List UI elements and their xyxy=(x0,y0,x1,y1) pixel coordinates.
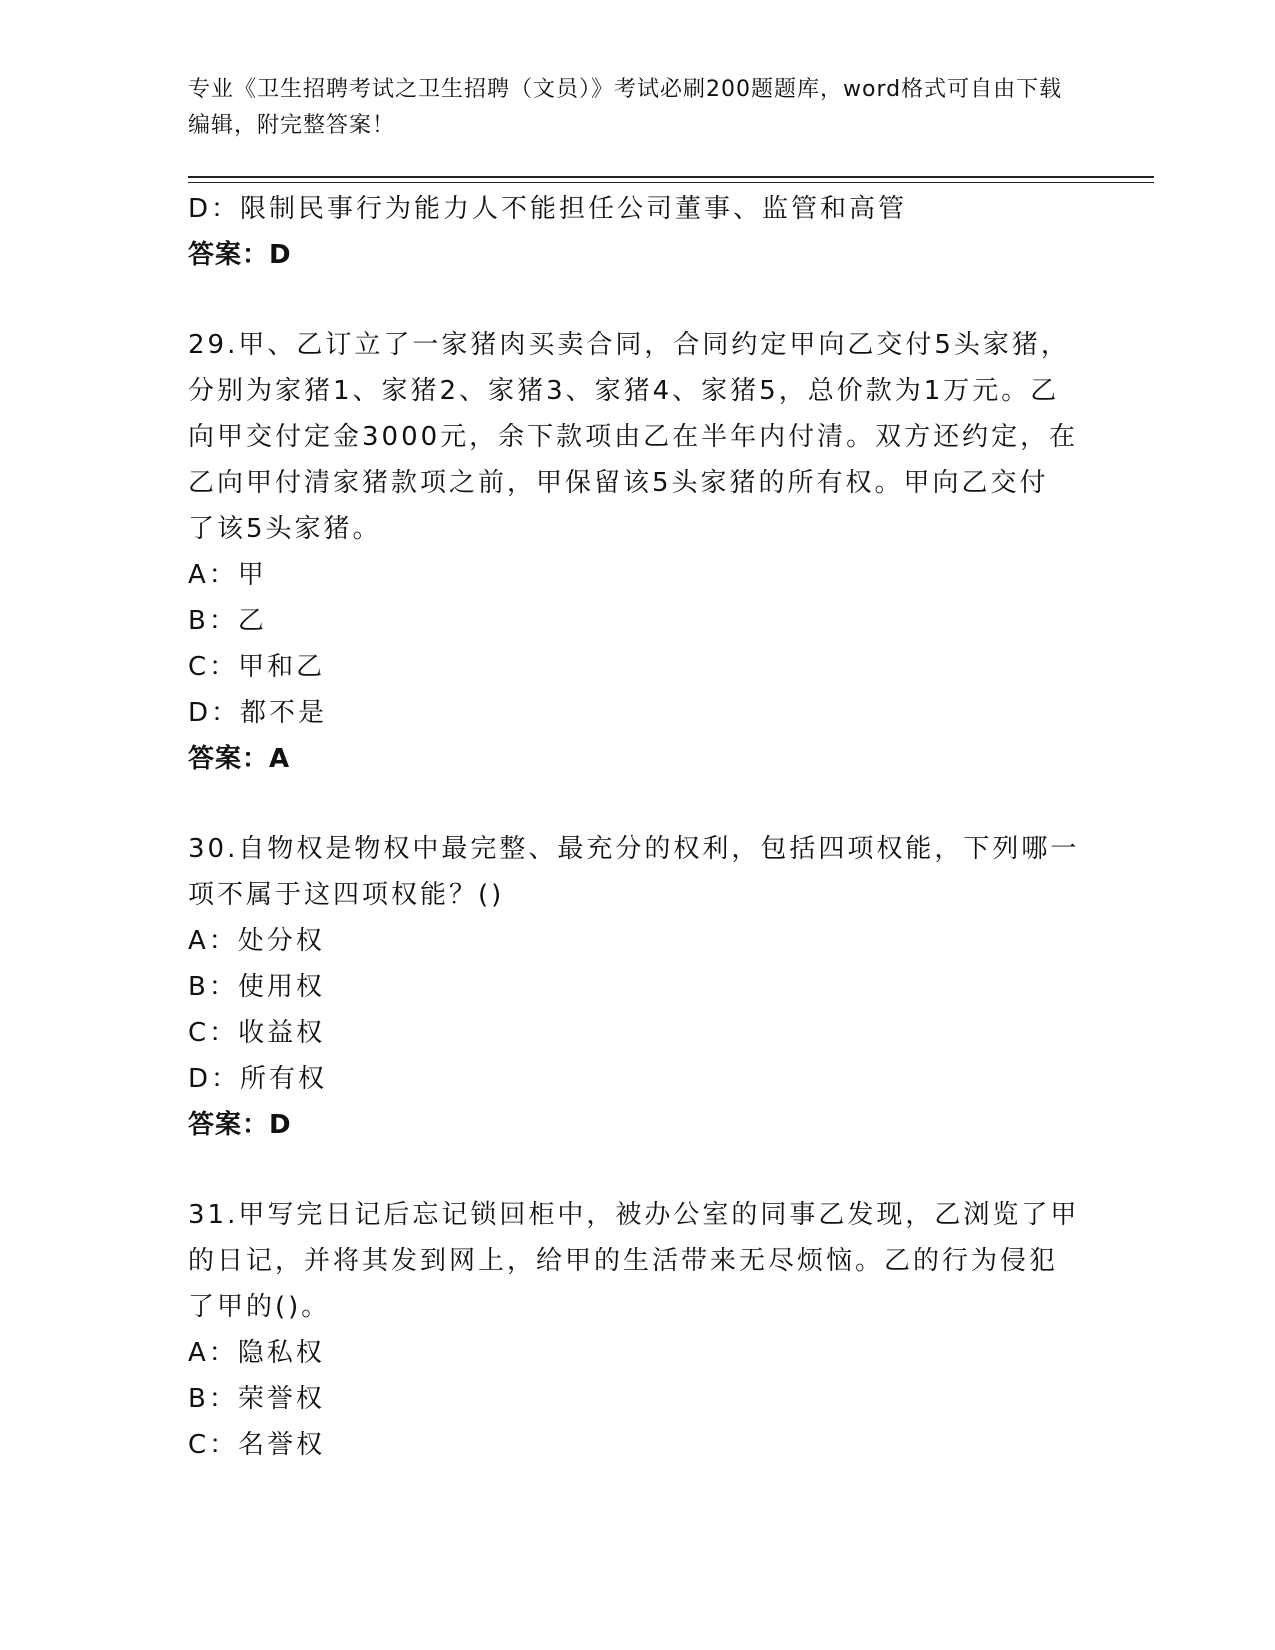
question-31-line-2: 的日记，并将其发到网上，给甲的生活带来无尽烦恼。乙的行为侵犯 xyxy=(188,1246,1059,1276)
question-29-line-5: 了该5头家猪。 xyxy=(188,514,382,544)
header-divider-thick xyxy=(188,176,1154,178)
question-30-option-c: C：收益权 xyxy=(188,1018,326,1048)
header-divider-thin xyxy=(188,182,1154,183)
question-31 xyxy=(188,1192,1088,1468)
question-29-option-c: C：甲和乙 xyxy=(188,652,326,682)
question-29-answer: 答案：A xyxy=(188,744,291,774)
question-31-option-c: C：名誉权 xyxy=(188,1430,326,1460)
question-30 xyxy=(188,826,1088,1148)
question-30-line-1: 30.自物权是物权中最完整、最充分的权利，包括四项权能，下列哪一 xyxy=(188,834,1080,864)
question-29-option-a: A：甲 xyxy=(188,560,267,590)
question-29 xyxy=(188,322,1088,782)
prev-option-d: D：限制民事行为能力人不能担任公司董事、监管和高管 xyxy=(188,194,908,224)
question-31-line-3: 了甲的()。 xyxy=(188,1292,331,1322)
question-29-line-1: 29.甲、乙订立了一家猪肉买卖合同，合同约定甲向乙交付5头家猪， xyxy=(188,330,1070,360)
document-header: 专业《卫生招聘考试之卫生招聘（文员）》考试必刷200题题库，word格式可自由下载编辑，附完整答案！ xyxy=(188,77,1063,138)
question-31-option-a: A：隐私权 xyxy=(188,1338,325,1368)
question-29-option-b: B：乙 xyxy=(188,606,267,636)
question-31-line-1: 31.甲写完日记后忘记锁回柜中，被办公室的同事乙发现，乙浏览了甲 xyxy=(188,1200,1080,1230)
question-31-option-b: B：荣誉权 xyxy=(188,1384,325,1414)
question-29-line-4: 乙向甲付清家猪款项之前，甲保留该5头家猪的所有权。甲向乙交付 xyxy=(188,468,1049,498)
document-body xyxy=(188,186,1088,1468)
question-30-option-d: D：所有权 xyxy=(188,1064,328,1094)
question-30-option-a: A：处分权 xyxy=(188,926,325,956)
question-29-line-2: 分别为家猪1、家猪2、家猪3、家猪4、家猪5，总价款为1万元。乙 xyxy=(188,376,1060,406)
question-30-line-2: 项不属于这四项权能？() xyxy=(188,880,505,910)
question-30-answer: 答案：D xyxy=(188,1110,292,1140)
prev-answer: 答案：D xyxy=(188,240,292,270)
question-29-option-d: D：都不是 xyxy=(188,698,328,728)
question-29-line-3: 向甲交付定金3000元，余下款项由乙在半年内付清。双方还约定，在 xyxy=(188,422,1079,452)
question-30-option-b: B：使用权 xyxy=(188,972,325,1002)
